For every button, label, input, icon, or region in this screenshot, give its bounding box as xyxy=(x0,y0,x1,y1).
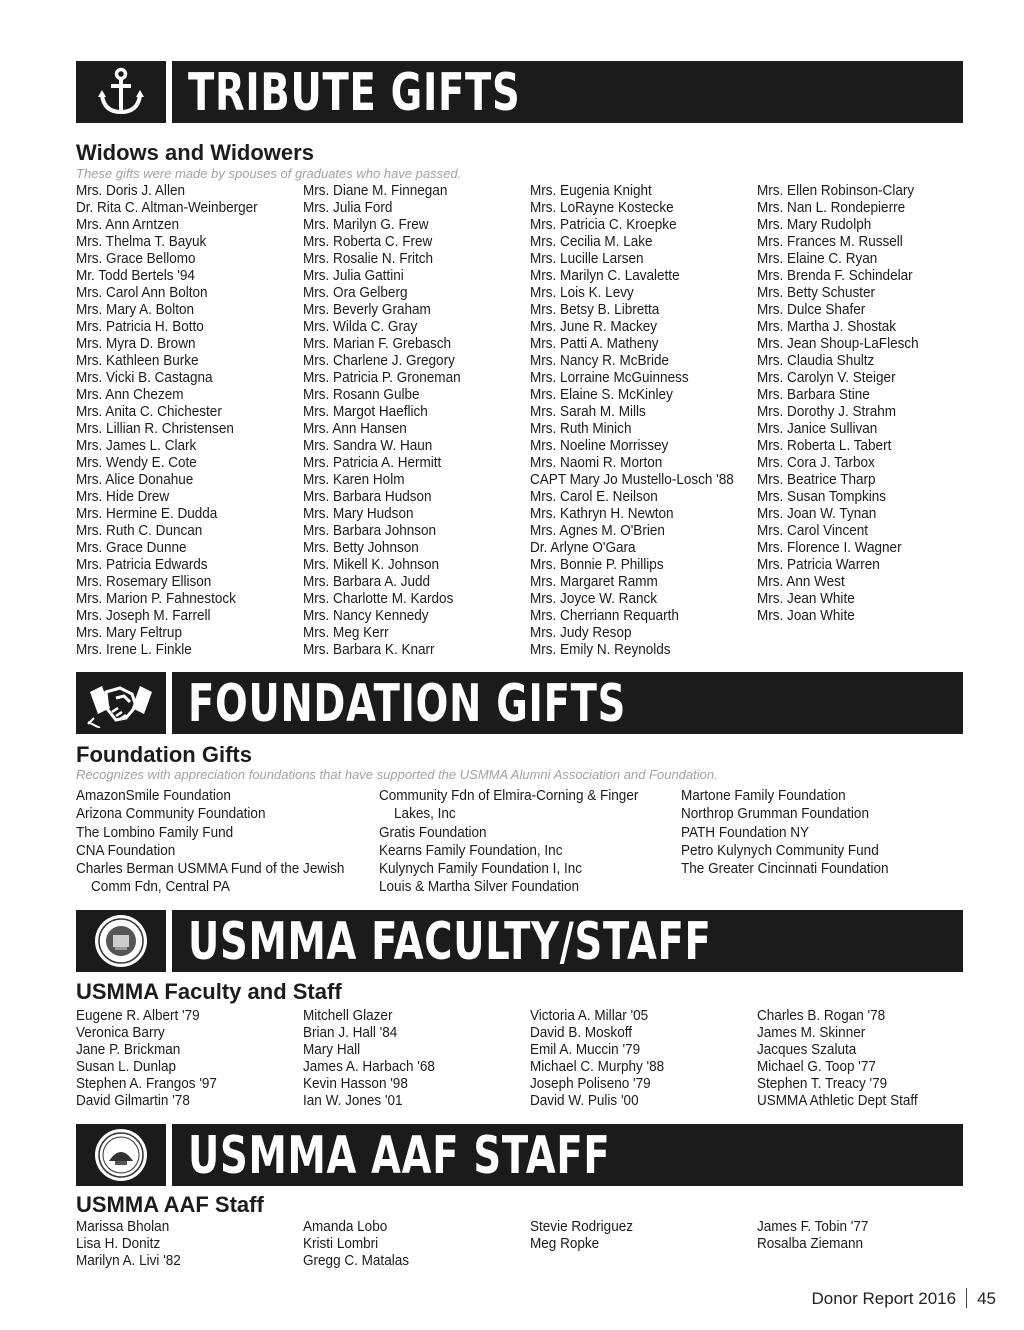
foundation-name: AmazonSmile Foundation xyxy=(76,788,231,804)
donor-name: Mrs. Wilda C. Gray xyxy=(303,319,418,335)
donor-name: David B. Moskoff xyxy=(530,1025,633,1041)
name-column xyxy=(303,1008,443,1110)
donor-name: Mrs. Ann West xyxy=(757,574,845,590)
donor-name: Mrs. Elaine C. Ryan xyxy=(757,251,878,267)
donor-name: Mrs. Patricia P. Groneman xyxy=(303,370,461,386)
donor-name: Mrs. Florence I. Wagner xyxy=(757,540,902,556)
donor-name: Mrs. Alice Donahue xyxy=(76,472,194,488)
section-subtitle: These gifts were made by spouses of graduates who have passed. xyxy=(76,166,462,181)
donor-name: Mrs. Irene L. Finkle xyxy=(76,642,192,658)
donor-name: Mrs. Noeline Morrissey xyxy=(530,438,669,454)
donor-name: Mrs. Vicki B. Castagna xyxy=(76,370,213,386)
donor-name: Mrs. Cora J. Tarbox xyxy=(757,455,875,471)
donor-name: Mrs. Joan White xyxy=(757,608,855,624)
donor-name: Mrs. Betsy B. Libretta xyxy=(530,302,660,318)
donor-name: Mrs. Judy Resop xyxy=(530,625,632,641)
banner-divider xyxy=(166,672,172,734)
donor-name: Mrs. Barbara Stine xyxy=(757,387,870,403)
faculty-staff-banner xyxy=(76,910,963,972)
page-footer xyxy=(811,1288,996,1309)
banner-title: USMMA AAF STAFF xyxy=(188,1126,611,1186)
donor-name: Mrs. Ora Gelberg xyxy=(303,285,408,301)
foundation-name: Lakes, Inc xyxy=(379,806,456,823)
foundation-name: Community Fdn of Elmira-Corning & Finger xyxy=(379,788,639,804)
banner-divider xyxy=(166,1124,172,1186)
foundation-name: PATH Foundation NY xyxy=(681,824,810,841)
donor-name: Joseph Poliseno '79 xyxy=(530,1076,651,1092)
donor-name: Kristi Lombri xyxy=(303,1236,379,1252)
foundation-name: Petro Kulynych Community Fund xyxy=(681,842,879,859)
banner-divider xyxy=(166,910,172,972)
donor-name: Mary Hall xyxy=(303,1042,361,1058)
donor-name: Mrs. Brenda F. Schindelar xyxy=(757,268,913,284)
donor-name: James M. Skinner xyxy=(757,1025,866,1041)
donor-name: Mrs. Beatrice Tharp xyxy=(757,472,876,488)
donor-name: Mrs. Nan L. Rondepierre xyxy=(757,200,906,216)
tribute-gifts-banner xyxy=(76,61,963,123)
donor-name: Victoria A. Millar '05 xyxy=(530,1008,649,1024)
donor-name: Rosalba Ziemann xyxy=(757,1236,864,1252)
donor-name: Michael C. Murphy '88 xyxy=(530,1059,665,1075)
donor-name: Eugene R. Albert '79 xyxy=(76,1008,200,1024)
donor-name: Mrs. Cherriann Requarth xyxy=(530,608,679,624)
donor-name: Veronica Barry xyxy=(76,1025,165,1041)
donor-name: Mrs. Mary A. Bolton xyxy=(76,302,195,318)
donor-name: David W. Pulis '00 xyxy=(530,1093,639,1109)
foundation-name: Arizona Community Foundation xyxy=(76,806,266,823)
donor-name: Dr. Arlyne O'Gara xyxy=(530,540,636,556)
donor-name: Mrs. Ann Chezem xyxy=(76,387,184,403)
donor-name: James F. Tobin '77 xyxy=(757,1219,869,1235)
donor-name: Mrs. Joseph M. Farrell xyxy=(76,608,211,624)
donor-name: Mrs. Lucille Larsen xyxy=(530,251,644,267)
donor-name: Mrs. Rosalie N. Fritch xyxy=(303,251,434,267)
report-title: Donor Report 2016 xyxy=(811,1289,957,1308)
donor-name: Mrs. Anita C. Chichester xyxy=(76,404,222,420)
name-column xyxy=(757,183,929,625)
donor-name: Mrs. Grace Dunne xyxy=(76,540,187,556)
donor-name: Mrs. Wendy E. Cote xyxy=(76,455,197,471)
donor-name: Mrs. Doris J. Allen xyxy=(76,183,185,199)
donor-name: Mrs. Susan Tompkins xyxy=(757,489,887,505)
anchor-icon xyxy=(76,61,166,123)
donor-name: Mrs. Emily N. Reynolds xyxy=(530,642,671,658)
name-column xyxy=(303,183,471,659)
donor-name: Mrs. Mikell K. Johnson xyxy=(303,557,440,573)
donor-name: Mrs. Joyce W. Ranck xyxy=(530,591,658,607)
donor-name: Mrs. Margaret Ramm xyxy=(530,574,658,590)
donor-name: Susan L. Dunlap xyxy=(76,1059,177,1075)
foundation-name: CNA Foundation xyxy=(76,842,176,859)
name-column xyxy=(530,1008,673,1110)
donor-name: Mrs. Julia Ford xyxy=(303,200,393,216)
donor-name: Michael G. Toop '77 xyxy=(757,1059,876,1075)
donor-name: Mrs. Julia Gattini xyxy=(303,268,404,284)
banner-title: TRIBUTE GIFTS xyxy=(188,63,521,123)
donor-name: Mrs. Ruth Minich xyxy=(530,421,632,437)
donor-name: Mrs. Mary Hudson xyxy=(303,506,414,522)
donor-name: Mrs. Barbara A. Judd xyxy=(303,574,431,590)
donor-name: Mrs. Lorraine McGuinness xyxy=(530,370,689,386)
footer-divider xyxy=(966,1288,967,1308)
donor-name: Mrs. Beverly Graham xyxy=(303,302,431,318)
foundation-name: Charles Berman USMMA Fund of the Jewish xyxy=(76,861,345,878)
donor-name: Mrs. Patricia Warren xyxy=(757,557,880,573)
donor-name: Mrs. Lillian R. Christensen xyxy=(76,421,234,437)
donor-name: Mrs. Jean White xyxy=(757,591,855,607)
donor-name: Mrs. Meg Kerr xyxy=(303,625,389,641)
donor-name: Mrs. Joan W. Tynan xyxy=(757,506,877,522)
donor-name: Mrs. Barbara Johnson xyxy=(303,523,437,539)
donor-name: Mrs. Patricia H. Botto xyxy=(76,319,204,335)
banner-title: USMMA FACULTY/STAFF xyxy=(188,912,712,972)
foundation-column xyxy=(681,787,902,878)
donor-name: Stevie Rodriguez xyxy=(530,1219,634,1235)
donor-name: Mrs. Janice Sullivan xyxy=(757,421,878,437)
donor-name: Mrs. Hermine E. Dudda xyxy=(76,506,218,522)
foundation-name: Comm Fdn, Central PA xyxy=(76,879,230,896)
donor-name: Mrs. Jean Shoup-LaFlesch xyxy=(757,336,919,352)
donor-name: Mrs. Charlene J. Gregory xyxy=(303,353,455,369)
donor-name: Mrs. Marilyn G. Frew xyxy=(303,217,429,233)
donor-name: Mrs. Roberta L. Tabert xyxy=(757,438,892,454)
donor-name: Mitchell Glazer xyxy=(303,1008,393,1024)
banner-title: FOUNDATION GIFTS xyxy=(188,674,627,734)
donor-name: Mrs. Rosemary Ellison xyxy=(76,574,212,590)
donor-name: Dr. Rita C. Altman-Weinberger xyxy=(76,200,258,216)
donor-name: Mrs. Patricia C. Kroepke xyxy=(530,217,677,233)
donor-name: Mr. Todd Bertels '94 xyxy=(76,268,195,284)
foundation-name: Gratis Foundation xyxy=(379,824,487,841)
aaf-staff-banner xyxy=(76,1124,963,1186)
donor-name: Mrs. Frances M. Russell xyxy=(757,234,903,250)
usmma-seal-icon xyxy=(76,910,166,972)
donor-name: Mrs. Margot Haeflich xyxy=(303,404,428,420)
donor-name: Mrs. Rosann Gulbe xyxy=(303,387,420,403)
name-column xyxy=(757,1219,875,1253)
donor-name: Mrs. Mary Rudolph xyxy=(757,217,872,233)
donor-name: Mrs. Ellen Robinson-Clary xyxy=(757,183,915,199)
donor-name: David Gilmartin '78 xyxy=(76,1093,190,1109)
name-column xyxy=(76,1008,226,1110)
donor-name: Mrs. Nancy R. McBride xyxy=(530,353,670,369)
donor-name: Mrs. Bonnie P. Phillips xyxy=(530,557,664,573)
donor-name: Mrs. Patricia A. Hermitt xyxy=(303,455,442,471)
donor-name: Mrs. Betty Johnson xyxy=(303,540,419,556)
banner-divider xyxy=(166,61,172,123)
donor-name: Marilyn A. Livi '82 xyxy=(76,1253,181,1269)
donor-name: Mrs. Barbara Hudson xyxy=(303,489,432,505)
foundation-name: Martone Family Foundation xyxy=(681,788,846,804)
donor-name: Jacques Szaluta xyxy=(757,1042,857,1058)
donor-name: Mrs. Betty Schuster xyxy=(757,285,876,301)
donor-name: Mrs. Agnes M. O'Brien xyxy=(530,523,665,539)
section-title: USMMA Faculty and Staff xyxy=(76,979,342,1004)
donor-name: Meg Ropke xyxy=(530,1236,600,1252)
donor-name: Stephen T. Treacy '79 xyxy=(757,1076,888,1092)
name-column xyxy=(76,183,269,659)
name-column xyxy=(530,183,747,659)
donor-name: Marissa Bholan xyxy=(76,1219,170,1235)
donor-name: James A. Harbach '68 xyxy=(303,1059,435,1075)
donor-name: Mrs. Mary Feltrup xyxy=(76,625,182,641)
donor-name: Mrs. Dorothy J. Strahm xyxy=(757,404,897,420)
donor-name: Mrs. Marian F. Grebasch xyxy=(303,336,452,352)
donor-name: Mrs. Claudia Shultz xyxy=(757,353,875,369)
section-title: Foundation Gifts xyxy=(76,742,252,767)
donor-name: Mrs. Sarah M. Mills xyxy=(530,404,646,420)
section-subtitle: Recognizes with appreciation foundations that have supported the USMMA Alumni Association and Foundation. xyxy=(76,767,718,782)
donor-name: Mrs. Carol Vincent xyxy=(757,523,869,539)
foundation-gifts-banner xyxy=(76,672,963,734)
name-column xyxy=(303,1219,416,1270)
donor-name: Mrs. Carol E. Neilson xyxy=(530,489,658,505)
donor-name: Mrs. Cecilia M. Lake xyxy=(530,234,653,250)
donor-name: Mrs. Lois K. Levy xyxy=(530,285,634,301)
donor-name: CAPT Mary Jo Mustello-Losch '88 xyxy=(530,472,734,488)
donor-name: Mrs. Marion P. Fahnestock xyxy=(76,591,236,607)
donor-name: Ian W. Jones '01 xyxy=(303,1093,403,1109)
donor-name: Mrs. Ann Arntzen xyxy=(76,217,180,233)
donor-name: Mrs. Eugenia Knight xyxy=(530,183,652,199)
donor-name: Mrs. LoRayne Kostecke xyxy=(530,200,674,216)
page-number: 45 xyxy=(977,1289,996,1308)
handshake-icon xyxy=(76,672,166,734)
foundation-column xyxy=(379,787,655,897)
donor-name: Mrs. Kathleen Burke xyxy=(76,353,199,369)
donor-name: Mrs. Carolyn V. Steiger xyxy=(757,370,896,386)
donor-name: Lisa H. Donitz xyxy=(76,1236,161,1252)
alumni-seal-icon xyxy=(76,1124,166,1186)
donor-name: Mrs. Ruth C. Duncan xyxy=(76,523,203,539)
donor-name: Mrs. Nancy Kennedy xyxy=(303,608,429,624)
donor-name: Mrs. Hide Drew xyxy=(76,489,170,505)
donor-name: Stephen A. Frangos '97 xyxy=(76,1076,217,1092)
donor-name: Mrs. Karen Holm xyxy=(303,472,405,488)
foundation-name: Kulynych Family Foundation I, Inc xyxy=(379,861,583,878)
foundation-name: Kearns Family Foundation, Inc xyxy=(379,842,563,859)
donor-name: Mrs. Thelma T. Bayuk xyxy=(76,234,207,250)
donor-name: Mrs. Ann Hansen xyxy=(303,421,407,437)
donor-name: Brian J. Hall '84 xyxy=(303,1025,398,1041)
foundation-column xyxy=(76,787,362,897)
foundation-name: Northrop Grumman Foundation xyxy=(681,806,869,823)
foundation-name: Louis & Martha Silver Foundation xyxy=(379,879,580,896)
donor-name: Mrs. Myra D. Brown xyxy=(76,336,196,352)
donor-name: Gregg C. Matalas xyxy=(303,1253,410,1269)
section-title: Widows and Widowers xyxy=(76,140,314,165)
donor-name: Mrs. Grace Bellomo xyxy=(76,251,196,267)
donor-name: Mrs. Kathryn H. Newton xyxy=(530,506,674,522)
foundation-name: The Greater Cincinnati Foundation xyxy=(681,861,889,878)
donor-name: Mrs. Dulce Shafer xyxy=(757,302,866,318)
donor-name: Mrs. Martha J. Shostak xyxy=(757,319,897,335)
donor-name: Mrs. Patricia Edwards xyxy=(76,557,208,573)
donor-name: Mrs. Marilyn C. Lavalette xyxy=(530,268,680,284)
donor-name: Mrs. Naomi R. Morton xyxy=(530,455,663,471)
donor-name: Mrs. Diane M. Finnegan xyxy=(303,183,448,199)
donor-name: Mrs. June R. Mackey xyxy=(530,319,658,335)
donor-name: Jane P. Brickman xyxy=(76,1042,181,1058)
foundation-name: The Lombino Family Fund xyxy=(76,824,234,841)
donor-name: Kevin Hasson '98 xyxy=(303,1076,408,1092)
donor-name: Emil A. Muccin '79 xyxy=(530,1042,641,1058)
section-title: USMMA AAF Staff xyxy=(76,1192,264,1217)
donor-name: Mrs. Sandra W. Haun xyxy=(303,438,433,454)
name-column xyxy=(530,1219,640,1253)
name-column xyxy=(757,1008,928,1110)
name-column xyxy=(76,1219,188,1270)
donor-name: Mrs. Roberta C. Frew xyxy=(303,234,433,250)
donor-name: Mrs. Patti A. Matheny xyxy=(530,336,659,352)
donor-name: Mrs. Barbara K. Knarr xyxy=(303,642,435,658)
donor-name: Mrs. James L. Clark xyxy=(76,438,197,454)
donor-name: USMMA Athletic Dept Staff xyxy=(757,1093,918,1109)
donor-name: Charles B. Rogan '78 xyxy=(757,1008,886,1024)
donor-name: Mrs. Carol Ann Bolton xyxy=(76,285,208,301)
donor-name: Mrs. Charlotte M. Kardos xyxy=(303,591,454,607)
donor-name: Amanda Lobo xyxy=(303,1219,388,1235)
donor-name: Mrs. Elaine S. McKinley xyxy=(530,387,673,403)
